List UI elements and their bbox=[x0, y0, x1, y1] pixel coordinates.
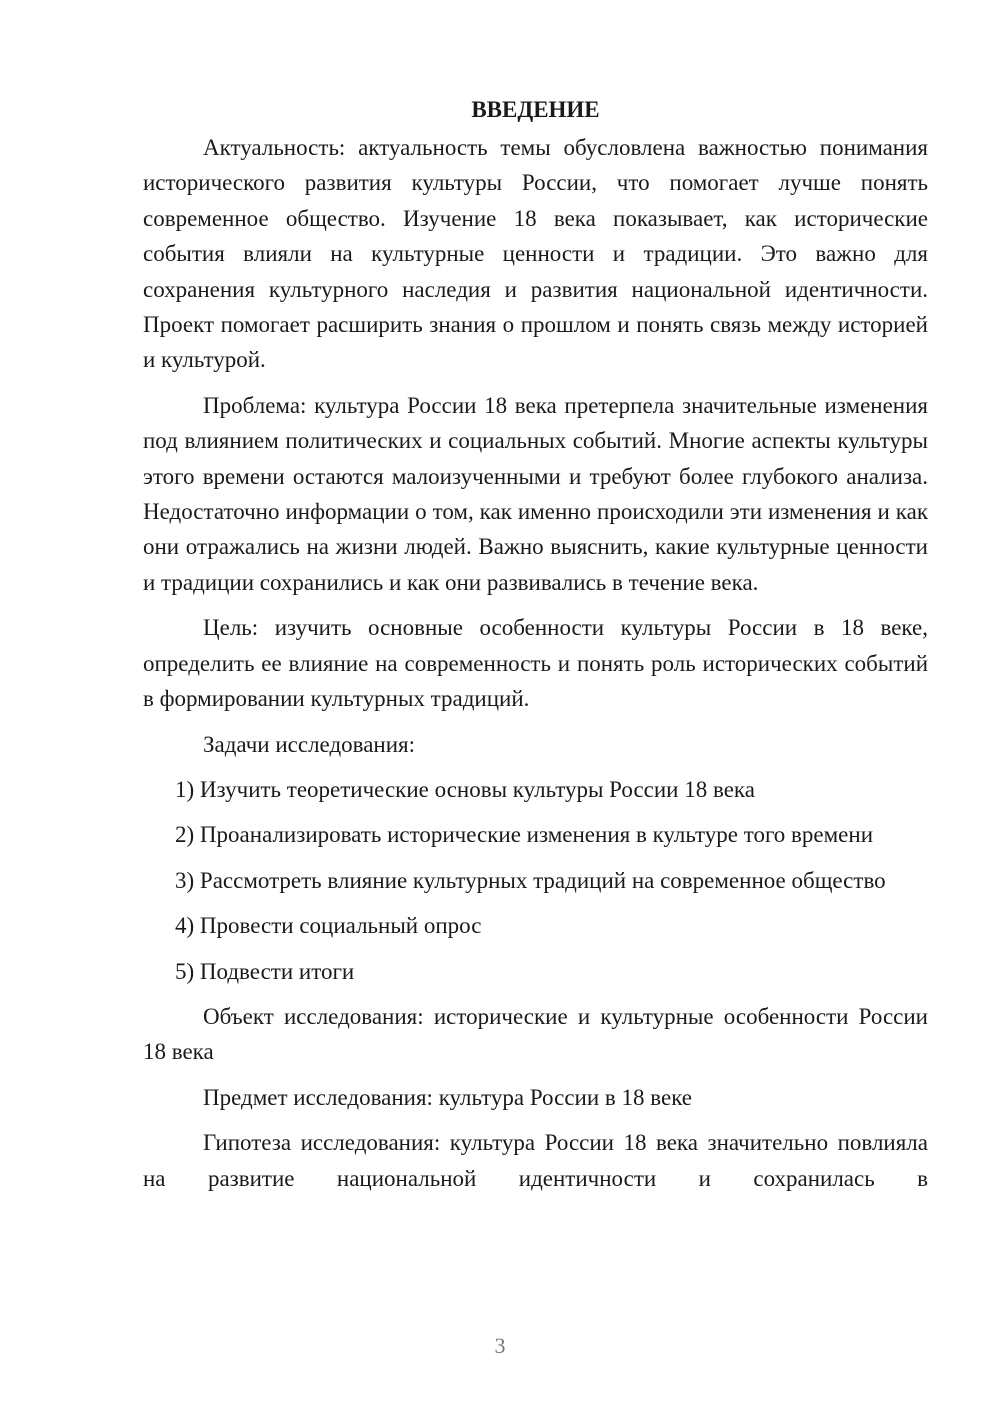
goal-paragraph: Цель: изучить основные особенности культуры России в 18 веке, определить ее влияние на современность и понять роль исторических событий в формировании культурных традиций. bbox=[143, 615, 928, 712]
problem-paragraph: Проблема: культура России 18 века претерпела значительные изменения под влиянием политических и социальных событий. Многие аспекты культуры этого времени остаются малоизученными и требуют более глубокого анализа. Недостаточно информации о том, как именно происходили эти изменения и как они отражались на жизни людей. Важно выяснить, какие культурные ценности и традиции сохранились и как они развивались в течение века. bbox=[143, 392, 928, 595]
section-title: ВВЕДЕНИЕ bbox=[471, 97, 600, 122]
task-item: 2) Проанализировать исторические изменения в культуре того времени bbox=[175, 822, 874, 848]
tasks-list bbox=[143, 772, 928, 989]
task-item: 5) Подвести итоги bbox=[175, 958, 355, 984]
page-number: 3 bbox=[494, 1333, 506, 1358]
object-paragraph: Объект исследования: исторические и культурные особенности России 18 века bbox=[143, 1003, 928, 1065]
task-item: 1) Изучить теоретические основы культуры России 18 века bbox=[175, 776, 755, 802]
page-content bbox=[143, 92, 928, 1206]
tasks-heading: Задачи исследования: bbox=[203, 731, 416, 757]
hypothesis-paragraph: Гипотеза исследования: культура России 18 века значительно повлияла на развитие национальной идентичности и сохранилась в bbox=[143, 1130, 928, 1191]
relevance-paragraph: Актуальность: актуальность темы обусловлена важностью понимания исторического развития культуры России, что помогает лучше понять современное общество. Изучение 18 века показывает, как исторические события влияли на культурные ценности и традиции. Это важно для сохранения культурного наследия и развития национальной идентичности. Проект помогает расширить знания о прошлом и понять связь между историей и культурой. bbox=[143, 135, 928, 373]
task-item: 4) Провести социальный опрос bbox=[175, 913, 482, 939]
subject-paragraph: Предмет исследования: культура России в 18 веке bbox=[203, 1084, 693, 1110]
task-item: 3) Рассмотреть влияние культурных традиций на современное общество bbox=[175, 867, 886, 893]
